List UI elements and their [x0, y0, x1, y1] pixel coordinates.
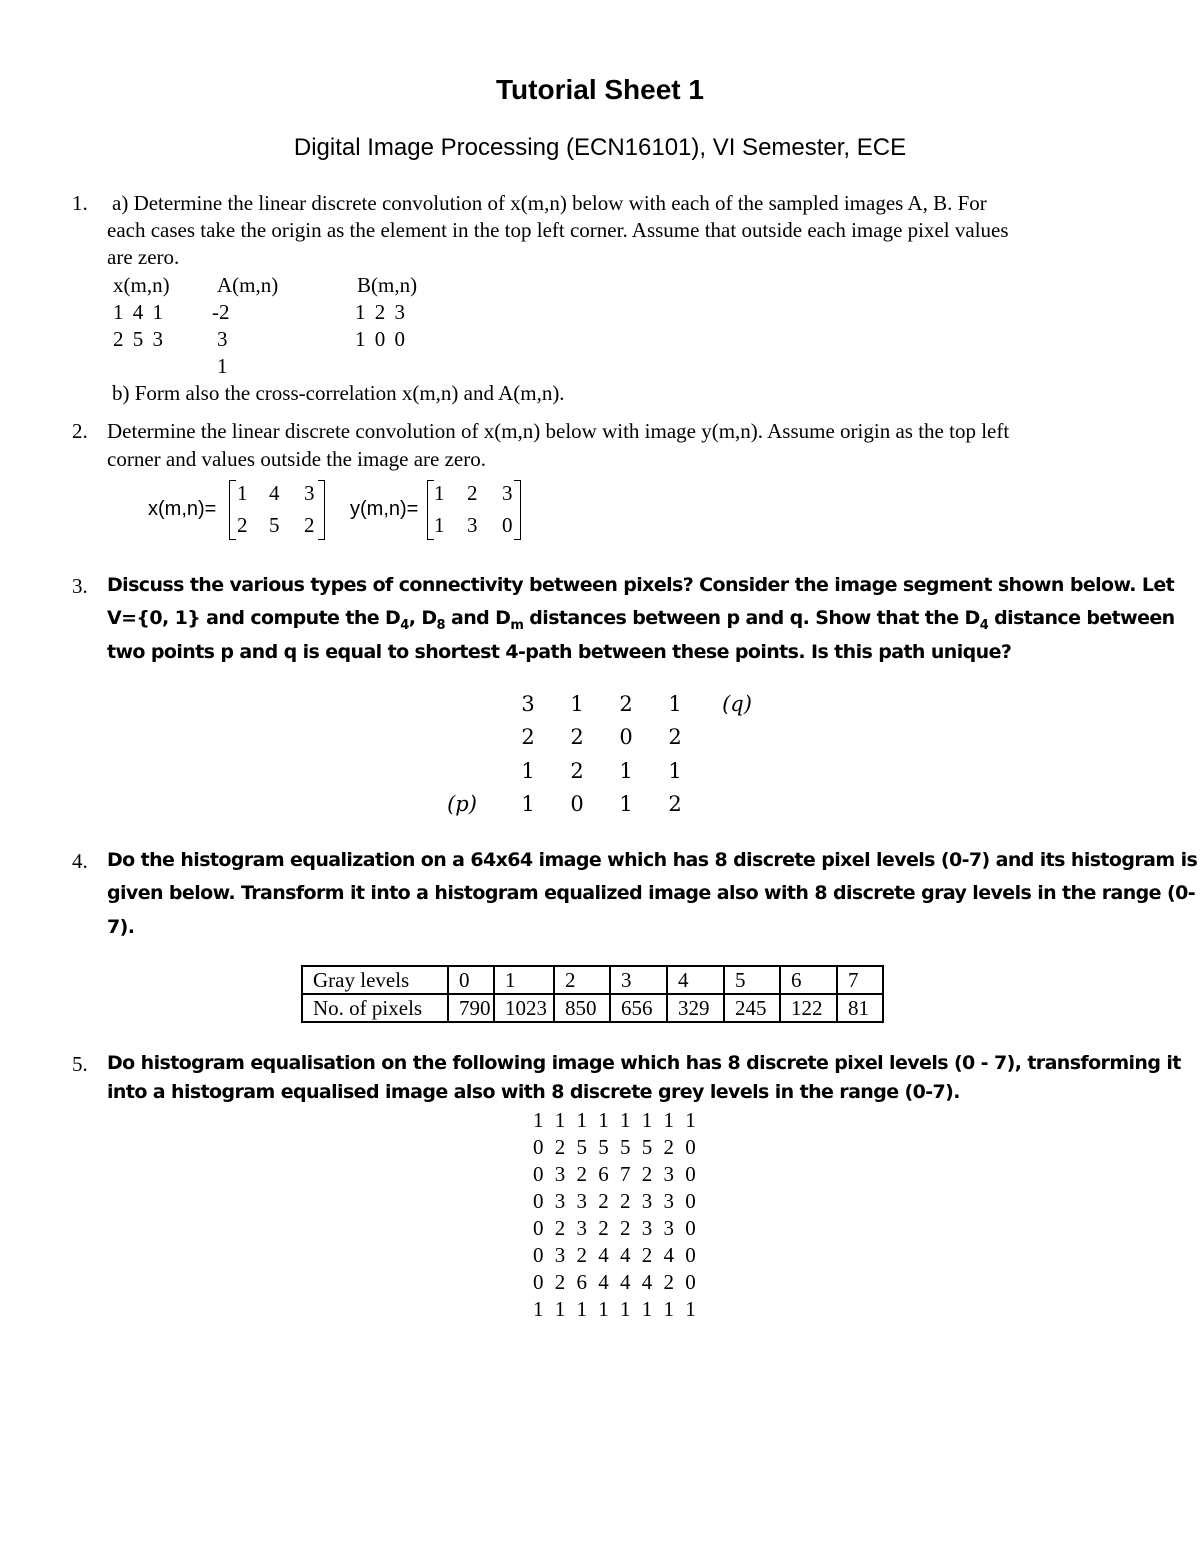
x-matrix-header: x(m,n)	[113, 273, 170, 297]
table-cell: 3	[610, 966, 667, 994]
grid-cell: 2	[668, 792, 682, 816]
question-text-line: two points p and q is equal to shortest 4-path between these points. Is this path unique?	[107, 641, 1012, 663]
histogram-table	[301, 965, 884, 1023]
table-cell: 4	[667, 966, 724, 994]
matrix-cell: 2	[304, 513, 315, 537]
question-text-line: corner and values outside the image are zero.	[107, 447, 486, 471]
right-bracket	[514, 480, 521, 540]
question-text-line: Discuss the various types of connectivity between pixels? Consider the image segment shown below. Let	[107, 574, 1175, 596]
y-matrix-label: y(m,n)=	[350, 498, 419, 520]
matrix-cell: 1	[434, 513, 445, 537]
image-row: 0 2 5 5 5 5 2 0	[533, 1135, 699, 1159]
question-text-line: are zero.	[107, 245, 180, 269]
question-text-line: Do histogram equalisation on the following image which has 8 discrete pixel levels (0 - 7), transforming it	[107, 1052, 1181, 1074]
matrix-cell: 3	[467, 513, 478, 537]
question-number: 4.	[72, 849, 88, 873]
matrix-cell: 3	[502, 481, 513, 505]
grid-cell: 0	[570, 792, 584, 816]
question-text-line: each cases take the origin as the element in the top left corner. Assume that outside each image pixel values	[107, 218, 1009, 242]
grid-cell: 2	[521, 725, 535, 749]
image-row: 0 2 3 2 2 3 3 0	[533, 1216, 699, 1240]
table-cell: 0	[448, 966, 494, 994]
grid-cell: 1	[521, 792, 535, 816]
grid-cell: 1	[521, 759, 535, 783]
x-matrix-row: 1 4 1	[113, 300, 163, 324]
matrix-cell: 3	[304, 481, 315, 505]
x-matrix-row: 2 5 3	[113, 327, 163, 351]
question-text-line: Do the histogram equalization on a 64x64 image which has 8 discrete pixel levels (0-7) and its histogram is	[107, 849, 1198, 871]
question-number: 3.	[72, 574, 88, 598]
table-cell: 656	[610, 994, 667, 1022]
point-q-label: (q)	[722, 692, 752, 716]
grid-cell: 1	[570, 692, 584, 716]
point-p-label: (p)	[447, 792, 477, 816]
matrix-cell: 5	[269, 513, 280, 537]
image-row: 0 3 2 4 4 2 4 0	[533, 1243, 699, 1267]
a-matrix-header: A(m,n)	[217, 273, 279, 297]
matrix-cell: 2	[237, 513, 248, 537]
b-matrix-header: B(m,n)	[357, 273, 418, 297]
matrix-cell: 0	[502, 513, 513, 537]
grid-cell: 2	[570, 759, 584, 783]
grid-cell: 2	[668, 725, 682, 749]
table-cell: 790	[448, 994, 494, 1022]
left-bracket	[229, 480, 236, 540]
question-part-b: b) Form also the cross-correlation x(m,n) and A(m,n).	[112, 381, 565, 405]
row-header: Gray levels	[302, 966, 448, 994]
b-matrix-row: 1 2 3	[355, 300, 405, 324]
row-header: No. of pixels	[302, 994, 448, 1022]
question-number: 5.	[72, 1052, 88, 1076]
image-row: 0 3 2 6 7 2 3 0	[533, 1162, 699, 1186]
grid-cell: 1	[668, 759, 682, 783]
table-cell: 5	[724, 966, 780, 994]
grid-cell: 1	[619, 759, 633, 783]
question-text-line: into a histogram equalised image also with 8 discrete grey levels in the range (0-7).	[107, 1081, 960, 1103]
grid-cell: 1	[619, 792, 633, 816]
question-number: 1.	[72, 191, 88, 215]
page-subtitle: Digital Image Processing (ECN16101), VI Semester, ECE	[293, 134, 907, 161]
matrix-cell: 2	[467, 481, 478, 505]
right-bracket	[318, 480, 325, 540]
table-cell: 7	[837, 966, 883, 994]
question-text-line: 7).	[107, 916, 135, 938]
matrix-cell: 4	[269, 481, 280, 505]
table-cell: 329	[667, 994, 724, 1022]
image-row: 1 1 1 1 1 1 1 1	[533, 1108, 699, 1132]
matrix-cell: 1	[237, 481, 248, 505]
page-title: Tutorial Sheet 1	[496, 74, 704, 105]
grid-cell: 2	[570, 725, 584, 749]
table-cell: 245	[724, 994, 780, 1022]
x-matrix-label: x(m,n)=	[148, 498, 217, 520]
table-row	[302, 994, 883, 1022]
table-cell: 6	[780, 966, 837, 994]
question-text-line: V={0, 1} and compute the $D_4$, $D_8$ and $D_m$ distances between p and q. Show that the $D_4$ distance between	[107, 607, 1175, 633]
table-cell: 1023	[494, 994, 554, 1022]
table-cell: 850	[554, 994, 610, 1022]
question-text-line: given below. Transform it into a histogram equalized image also with 8 discrete gray levels in the range (0-	[107, 882, 1195, 904]
matrix-cell: 1	[434, 481, 445, 505]
b-matrix-row: 1 0 0	[355, 327, 405, 351]
question-text-line: a) Determine the linear discrete convolution of x(m,n) below with each of the sampled images A, B. For	[112, 191, 987, 215]
question-number: 2.	[72, 419, 88, 443]
table-cell: 122	[780, 994, 837, 1022]
image-row: 0 2 6 4 4 4 2 0	[533, 1270, 699, 1294]
image-row: 1 1 1 1 1 1 1 1	[533, 1297, 699, 1321]
table-cell: 1	[494, 966, 554, 994]
left-bracket	[427, 480, 434, 540]
table-cell: 81	[837, 994, 883, 1022]
question-text-line: Determine the linear discrete convolution of x(m,n) below with image y(m,n). Assume origin as the top left	[107, 419, 1010, 443]
grid-cell: 2	[619, 692, 633, 716]
image-row: 0 3 3 2 2 3 3 0	[533, 1189, 699, 1213]
table-row	[302, 966, 883, 994]
a-matrix-row: -2	[212, 300, 230, 324]
a-matrix-row: 3	[217, 327, 228, 351]
grid-cell: 3	[521, 692, 535, 716]
grid-cell: 1	[668, 692, 682, 716]
table-cell: 2	[554, 966, 610, 994]
grid-cell: 0	[619, 725, 633, 749]
a-matrix-row: 1	[217, 354, 228, 378]
